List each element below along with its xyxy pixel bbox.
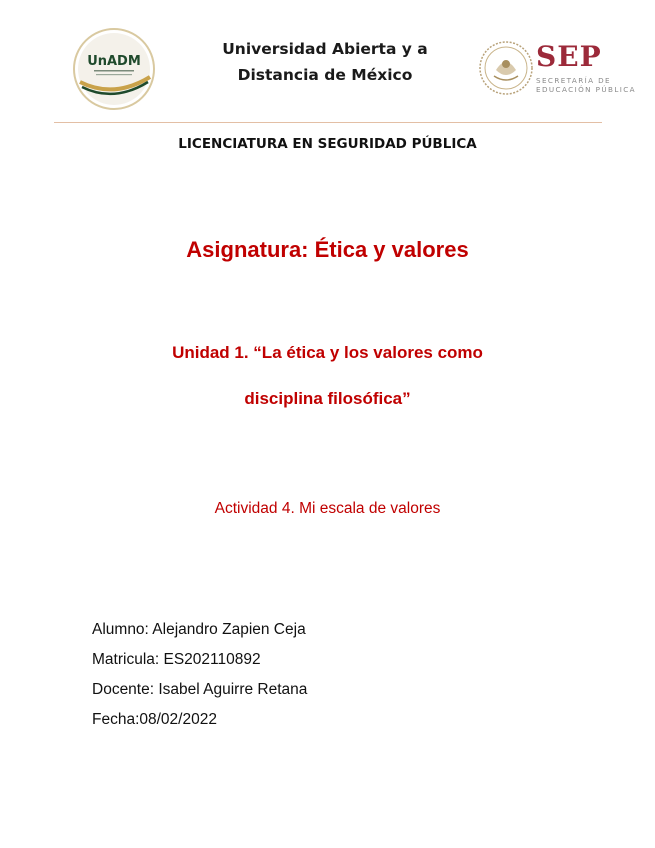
student-details: [92, 615, 572, 735]
seal-icon: [478, 40, 534, 96]
header-divider: [54, 122, 602, 123]
subject-title: Asignatura: Ética y valores: [186, 237, 469, 262]
unit-title-line1: Unidad 1. “La ética y los valores como: [172, 343, 483, 362]
activity-title: Actividad 4. Mi escala de valores: [214, 500, 441, 517]
unit-title: [0, 340, 655, 412]
student-name: Alumno: Alejandro Zapien Ceja: [92, 621, 306, 638]
university-name-line1: Universidad Abierta y a: [222, 40, 428, 58]
unadm-logo-text: UnADM: [87, 54, 141, 69]
university-name-line2: Distancia de México: [237, 66, 413, 84]
unit-title-line2: disciplina filosófica”: [244, 389, 411, 408]
sep-logo: [478, 40, 638, 100]
submission-date: Fecha:08/02/2022: [92, 711, 217, 728]
sep-wordmark: SEP: [536, 40, 602, 73]
sep-subtitle: [536, 76, 636, 94]
university-name: [200, 36, 450, 88]
program-title: LICENCIATURA EN SEGURIDAD PÚBLICA: [178, 136, 477, 152]
enrollment-number: Matricula: ES202110892: [92, 651, 261, 668]
sep-subtitle-line2: EDUCACIÓN PÚBLICA: [536, 85, 636, 94]
teacher-name: Docente: Isabel Aguirre Retana: [92, 681, 308, 698]
sep-subtitle-line1: SECRETARÍA DE: [536, 76, 611, 85]
unadm-logo: [72, 27, 156, 111]
